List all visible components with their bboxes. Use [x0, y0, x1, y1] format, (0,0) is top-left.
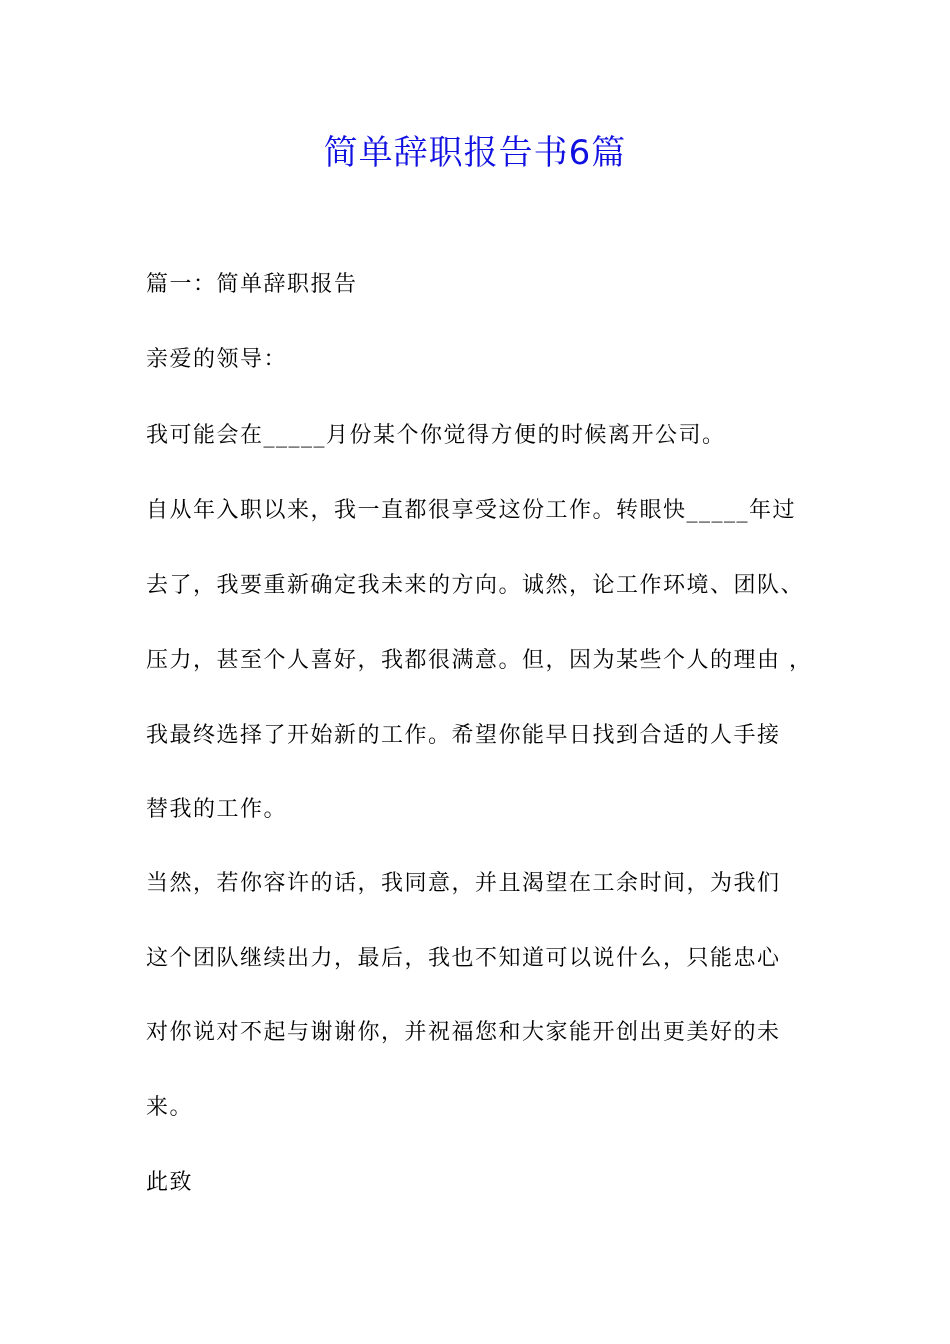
body-line: 这个团队继续出力，最后，我也不知道可以说什么，只能忠心 — [146, 946, 781, 971]
closing-line: 此致 — [146, 1170, 194, 1195]
body-line: 当然，若你容许的话，我同意，并且渴望在工余时间，为我们 — [146, 871, 781, 896]
document-title: 简单辞职报告书6篇 — [323, 133, 627, 173]
body-line: 替我的工作。 — [146, 797, 288, 822]
body-line: 压力，甚至个人喜好，我都很满意。但，因为某些个人的理由 ， — [146, 648, 813, 673]
salutation: 亲爱的领导： — [146, 347, 288, 372]
section-heading: 篇一：简单辞职报告 — [146, 272, 358, 297]
body-line: 我可能会在_____月份某个你觉得方便的时候离开公司。 — [146, 423, 726, 448]
body-line: 对你说对不起与谢谢你，并祝福您和大家能开创出更美好的未 — [146, 1020, 781, 1045]
body-line: 来。 — [146, 1095, 194, 1120]
body-line: 我最终选择了开始新的工作。希望你能早日找到合适的人手接 — [146, 723, 781, 748]
body-line: 去了，我要重新确定我未来的方向。诚然，论工作环境、团队、 — [146, 573, 805, 598]
body-line: 自从年入职以来，我一直都很享受这份工作。转眼快_____年过 — [146, 498, 797, 523]
